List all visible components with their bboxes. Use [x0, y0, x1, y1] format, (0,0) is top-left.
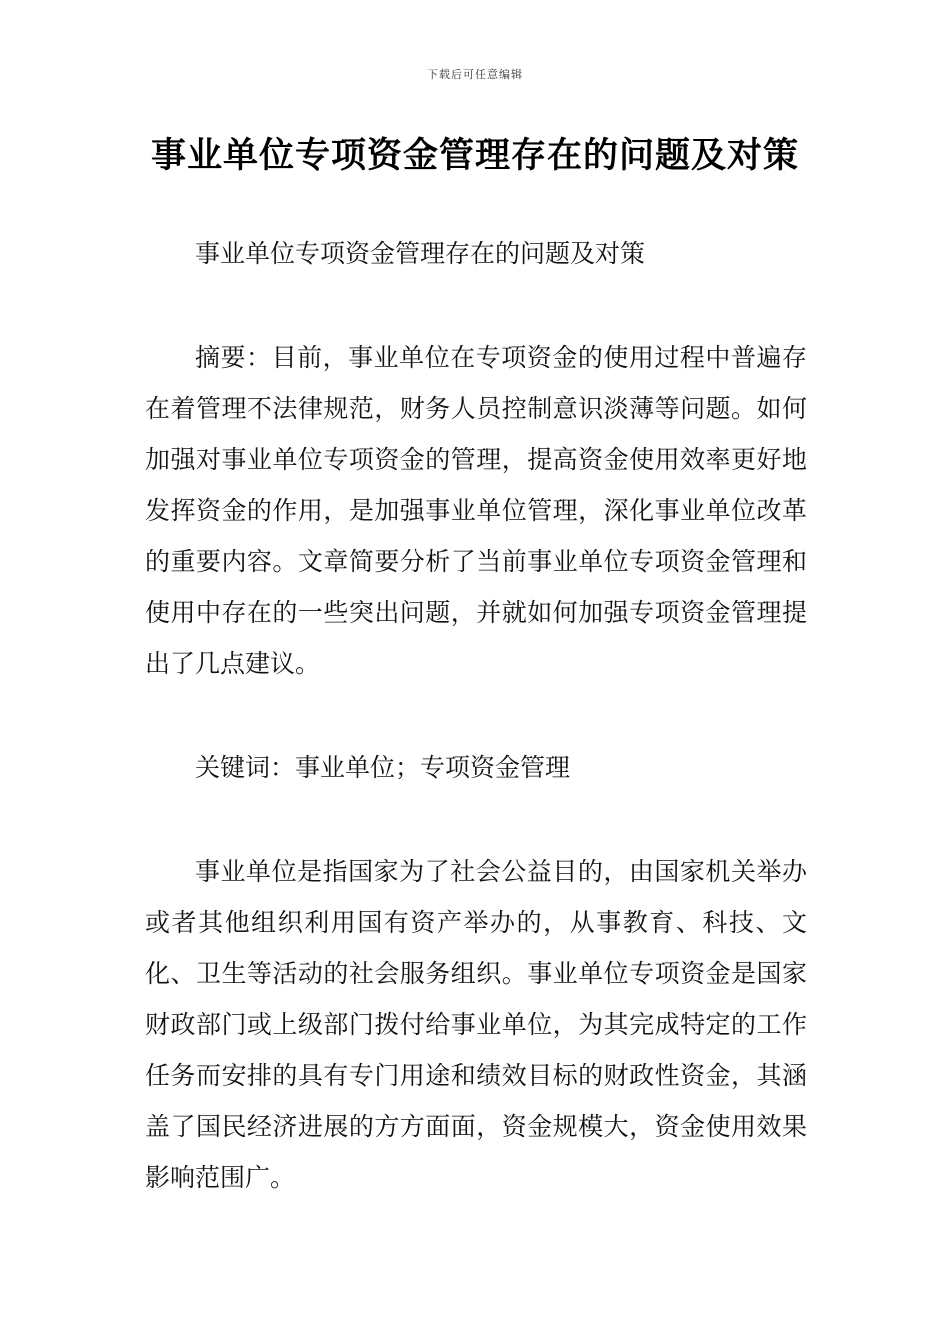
document-subtitle: 事业单位专项资金管理存在的问题及对策 [195, 239, 646, 268]
body-paragraph: 事业单位是指国家为了社会公益目的，由国家机关举办或者其他组织利用国有资产举办的，从事教育、科技、文化、卫生等活动的社会服务组织。事业单位专项资金是国家财政部门或上级部门拨付给事业单位，为其完成特定的工作任务而安排的具有专门用途和绩效目标的财政性资金，其涵盖了国民经济进展的方方面面，资金规模大，资金使用效果影响范围广。 [145, 857, 807, 1192]
keywords-paragraph: 关键词：事业单位；专项资金管理 [195, 753, 571, 782]
document-title: 事业单位专项资金管理存在的问题及对策 [150, 136, 799, 176]
abstract-paragraph: 摘要：目前，事业单位在专项资金的使用过程中普遍存在着管理不法律规范，财务人员控制意识淡薄等问题。如何加强对事业单位专项资金的管理，提高资金使用效率更好地发挥资金的作用，是加强事业单位管理，深化事业单位改革的重要内容。文章简要分析了当前事业单位专项资金管理和使用中存在的一些突出问题，并就如何加强专项资金管理提出了几点建议。 [145, 343, 807, 678]
page-header-note: 下载后可任意编辑 [427, 68, 523, 81]
document-body [145, 228, 807, 1203]
